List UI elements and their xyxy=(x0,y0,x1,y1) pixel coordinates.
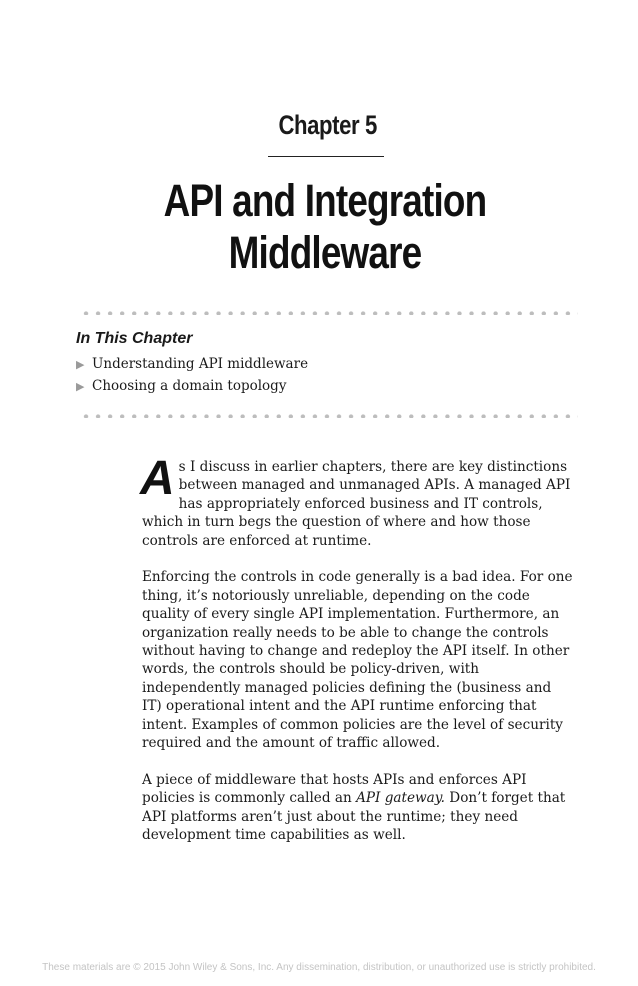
list-item-label: Choosing a domain topology xyxy=(92,378,287,394)
dotted-divider-bottom xyxy=(80,414,578,418)
triangle-right-icon: ▶ xyxy=(76,357,85,371)
list-item xyxy=(76,375,308,397)
paragraph-1-text: s I discuss in earlier chapters, there are key distinctions between managed and unmanaged APIs. A managed API has appropriately enforced business and IT controls, which in turn begs the question of where and how those controls are enforced at runtime. xyxy=(142,459,571,549)
chapter-title-line-2: Middleware xyxy=(228,227,422,278)
paragraph-1 xyxy=(140,452,574,550)
paragraph-3-text-before: A piece of middleware that hosts APIs and enforces API policies is commonly called an xyxy=(142,771,527,807)
chapter-body xyxy=(140,452,574,863)
chapter-rule xyxy=(268,156,384,157)
api-gateway-term: API gateway. xyxy=(356,790,445,807)
chapter-title xyxy=(157,175,493,279)
paragraph-3 xyxy=(142,771,574,845)
paragraph-2: Enforcing the controls in code generally is a bad idea. For one thing, it’s notoriously unreliable, depending on the code quality of every single API implementation. Furthermore, an organization really needs to be able to change the controls without having to change and redeploy the API itself. In other words, the controls should be policy-driven, with independently managed policies defining the (business and IT) operational intent and the API runtime enforcing that intent. Examples of common policies are the level of security required and the amount of traffic allowed. xyxy=(142,569,573,752)
dotted-divider-top xyxy=(80,311,578,315)
chapter-label: Chapter 5 xyxy=(278,110,377,140)
in-this-chapter-heading: In This Chapter xyxy=(76,330,193,347)
copyright-footer: These materials are © 2015 John Wiley & Sons, Inc. Any dissemination, distribution, or unauthorized use is strictly prohibited. xyxy=(42,962,596,973)
list-item-label: Understanding API middleware xyxy=(92,356,309,372)
drop-cap: A xyxy=(140,452,175,505)
paragraph-3-text-after: Don’t forget that API platforms aren’t just about the runtime; they need development time capabilities as well. xyxy=(142,790,566,844)
in-this-chapter-list xyxy=(76,353,308,397)
triangle-right-icon: ▶ xyxy=(76,379,85,393)
list-item xyxy=(76,353,308,375)
chapter-title-line-1: API and Integration xyxy=(163,175,487,226)
